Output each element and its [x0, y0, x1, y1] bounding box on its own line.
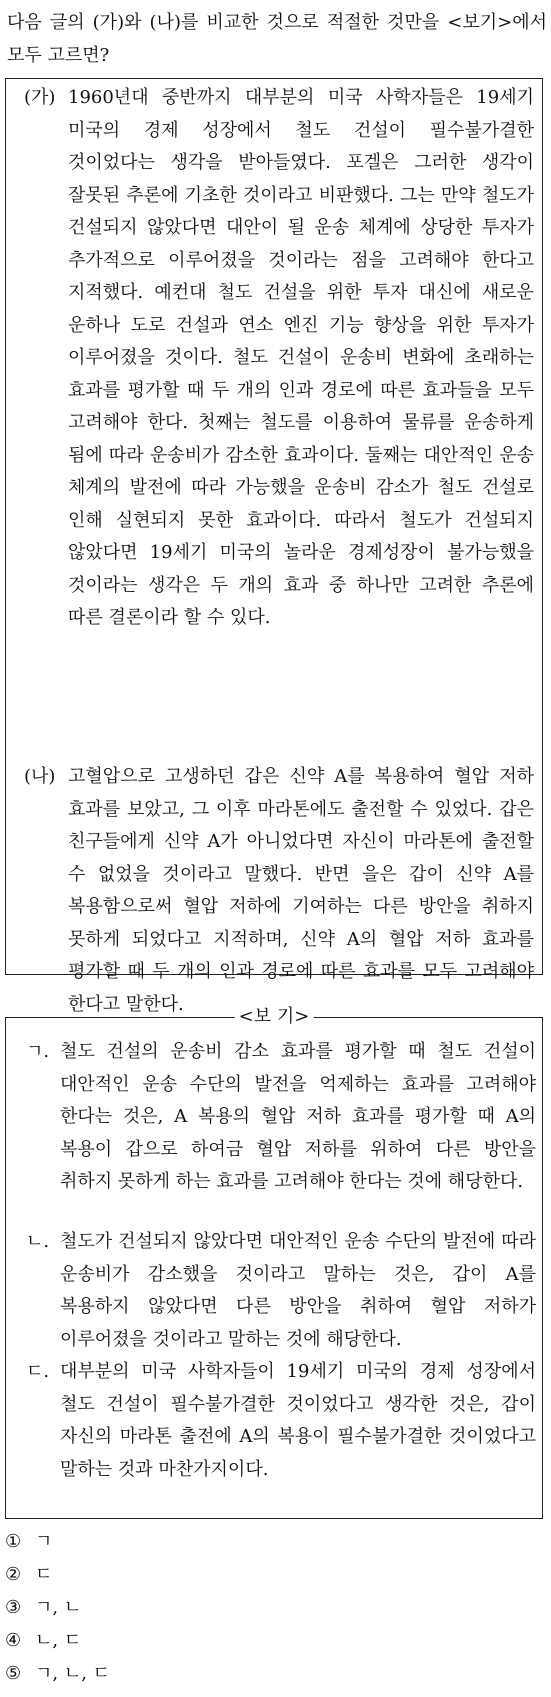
- bogi-item-marker: ㄱ.: [26, 1041, 50, 1062]
- choice-number: ④: [5, 1630, 22, 1651]
- bogi-item-digeut: [26, 1356, 536, 1486]
- paragraph-text: 고혈압으로 고생하던 갑은 신약 A를 복용하여 혈압 저하 효과를 보았고, 그 이후 마라톤에도 출전할 수 있었다. 갑은 친구들에게 신약 A가 아니었다면 자신이 마라톤에 출전할 수 없었을 것이라고 말했다. 반면 을은 갑이 신약 A를 복용함으로써 혈압 저하에 기여하는 다른 방안을 취하지 못하게 되었다고 지적하며, 신약 A의 혈압 저하 효과를 평가할 때 두 개의 인과 경로에 따른 효과를 모두 고려해야 한다고 말한다.: [68, 766, 534, 1015]
- bogi-item-text: 대부분의 미국 사학자들이 19세기 미국의 경제 성장에서 철도 건설이 필수불가결한 것이었다고 생각한 것은, 갑이 자신의 마라톤 출전에 A의 복용이 필수불가결한 것이었다고 말하는 것과 마찬가지이다.: [60, 1361, 536, 1480]
- question-text: 다음 글의 (가)와 (나)를 비교한 것으로 적절한 것만을 <보기>에서 모두 고르면?: [7, 12, 547, 66]
- bogi-item-text: 철도가 건설되지 않았다면 대안적인 운송 수단의 발전에 따라 운송비가 감소했을 것이라고 말하는 것은, 갑이 A를 복용하지 않았다면 다른 방안을 취하여 혈압 저하가 이루어졌을 것이라고 말하는 것에 해당한다.: [60, 1231, 536, 1350]
- bogi-item-marker: ㄷ.: [26, 1361, 50, 1382]
- choice-number: ①: [5, 1531, 22, 1552]
- bogi-item-giyeok: [26, 1036, 536, 1199]
- choice-answer: ㄱ: [35, 1531, 53, 1552]
- choice-answer: ㄴ, ㄷ: [35, 1630, 82, 1651]
- choice-4[interactable]: [5, 1624, 545, 1657]
- paragraph-marker: (가): [24, 87, 56, 108]
- passage-paragraph-na: [24, 761, 534, 1021]
- choice-number: ③: [5, 1597, 22, 1618]
- bogi-item-nieun: [26, 1226, 536, 1356]
- bogi-item-text: 철도 건설의 운송비 감소 효과를 평가할 때 철도 건설이 대안적인 운송 수단의 발전을 억제하는 효과를 고려해야 한다는 것은, A 복용의 혈압 저하 효과를 평가할 때 A의 복용이 갑으로 하여금 혈압 저하를 위하여 다른 방안을 취하지 못하게 하는 효과를 고려해야 한다는 것에 해당한다.: [60, 1041, 536, 1192]
- bogi-box: [5, 1006, 543, 1519]
- choice-answer: ㄱ, ㄴ, ㄷ: [35, 1663, 111, 1684]
- paragraph-marker: (나): [24, 766, 56, 787]
- choice-2[interactable]: [5, 1558, 545, 1591]
- choice-answer: ㄷ: [35, 1564, 53, 1585]
- choice-3[interactable]: [5, 1591, 545, 1624]
- choice-number: ②: [5, 1564, 22, 1585]
- choice-5[interactable]: [5, 1657, 545, 1690]
- choice-answer: ㄱ, ㄴ: [35, 1597, 82, 1618]
- passage-paragraph-ga: [24, 82, 534, 635]
- passage-box: [5, 78, 543, 1015]
- bogi-item-marker: ㄴ.: [26, 1231, 50, 1252]
- paragraph-text: 1960년대 중반까지 대부분의 미국 사학자들은 19세기 미국의 경제 성장에서 철도 건설이 필수불가결한 것이었다는 생각을 받아들였다. 포겔은 그러한 생각이 잘못된 추론에 기초한 것이라고 비판했다. 그는 만약 철도가 건설되지 않았다면 대안이 될 운송 체계에 상당한 투자가 추가적으로 이루어졌을 것이라는 점을 고려해야 한다고 지적했다. 예컨대 철도 건설을 위한 투자 대신에 새로운 운하나 도로 건설과 연소 엔진 기능 향상을 위한 투자가 이루어졌을 것이다. 철도 건설이 운송비 변화에 초래하는 효과를 평가할 때 두 개의 인과 경로에 따른 효과들을 모두 고려해야 한다. 첫째는 철도를 이용하여 물류를 운송하게 됨에 따라 운송비가 감소한 효과이다. 둘째는 대안적인 운송 체계의 발전에 따라 가능했을 운송비 감소가 철도 건설로 인해 실현되지 못한 효과이다. 따라서 철도가 건설되지 않았다면 19세기 미국의 놀라운 경제성장이 불가능했을 것이라는 생각은 두 개의 효과 중 하나만 고려한 추론에 따른 결론이라 할 수 있다.: [68, 87, 534, 628]
- choice-number: ⑤: [5, 1663, 22, 1684]
- bogi-title: <보 기>: [235, 1002, 314, 1032]
- answer-choices: [5, 1525, 545, 1690]
- choice-1[interactable]: [5, 1525, 545, 1558]
